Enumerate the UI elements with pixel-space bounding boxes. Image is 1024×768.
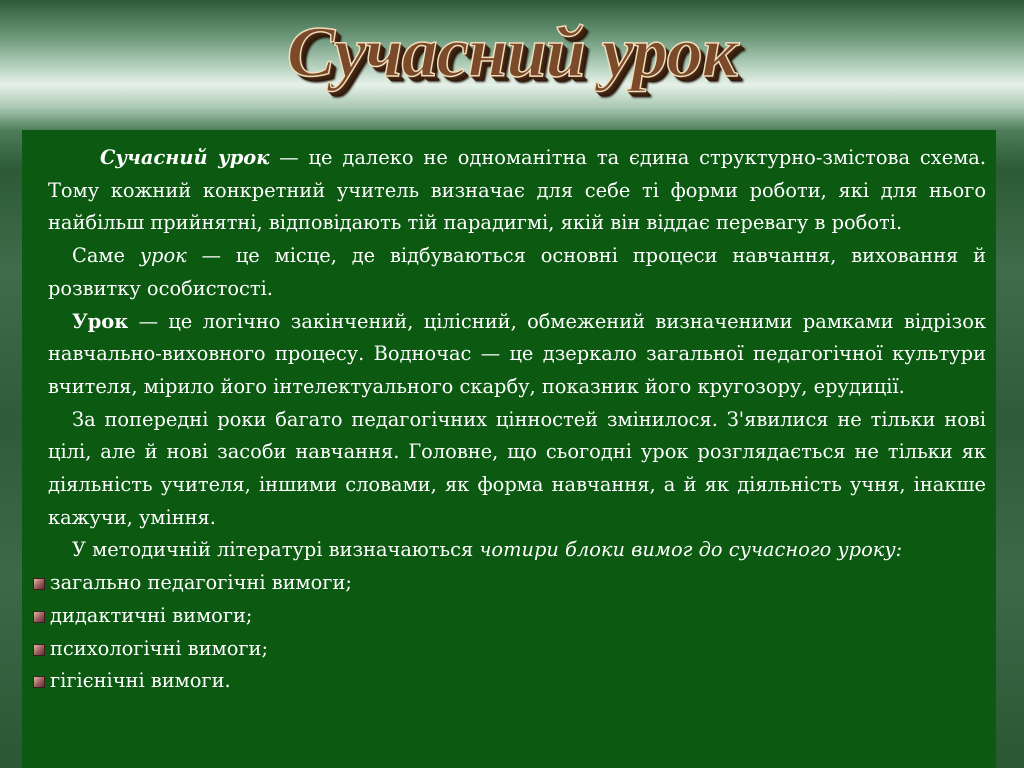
- content-paragraphs: [48, 142, 986, 567]
- slide-title: Сучасний урок: [286, 12, 738, 92]
- list-item-text: загально педагогічні вимоги;: [50, 571, 352, 595]
- square-bullet-icon: [33, 644, 45, 656]
- paragraph-text: — це далеко не одноманітна та єдина структурно-змістова схема. Тому кожний конкретний учитель визначає для себе ті форми роботи, які для нього найбільш прийнятні, відповідають тій парадигмі, якій він віддає перевагу в роботі.: [48, 146, 987, 235]
- paragraph-text: — це логічно закінчений, цілісний, обмежений визначеними рамками відрізок навчально-виховного процесу. Водночас — це дзеркало загальної педагогічної культури вчителя, мірило його інтелектуального скарбу, показник його кругозору, ерудиції.: [48, 309, 986, 398]
- list-item: [50, 567, 986, 600]
- list-item: [50, 600, 986, 633]
- requirements-list: [48, 567, 986, 698]
- paragraph: [48, 404, 986, 535]
- paragraph: [48, 142, 986, 240]
- list-item-text: гігієнічні вимоги.: [50, 669, 231, 693]
- content-box: [22, 130, 996, 768]
- paragraph-text: — це місце, де відбуваються основні процеси навчання, виховання й розвитку особистості.: [48, 244, 986, 300]
- list-item: [50, 665, 986, 698]
- paragraph: [48, 534, 986, 567]
- list-item-text: дидактичні вимоги;: [50, 603, 253, 627]
- square-bullet-icon: [33, 676, 45, 688]
- square-bullet-icon: [33, 578, 45, 590]
- paragraph: [48, 306, 986, 404]
- square-bullet-icon: [33, 611, 45, 623]
- list-item: [50, 633, 986, 666]
- paragraph-text: У методичній літературі визначаються: [72, 538, 480, 562]
- term-italic: урок: [139, 244, 187, 268]
- term-bold: Урок: [72, 309, 129, 333]
- term-italic: чотири блоки вимог до сучасного уроку:: [479, 538, 903, 562]
- paragraph-text: За попередні роки багато педагогічних цінностей змінилося. З'явилися не тільки нові цілі, але й нові засоби навчання. Головне, що сьогодні урок розглядається не тільки як діяльність учителя, іншими словами, як форма навчання, а й як діяльність учня, інакше кажучи, уміння.: [48, 407, 986, 529]
- paragraph: [48, 240, 986, 305]
- paragraph-text: Саме: [72, 244, 140, 268]
- list-item-text: психологічні вимоги;: [50, 636, 268, 660]
- term-bold: Сучасний урок: [100, 146, 270, 169]
